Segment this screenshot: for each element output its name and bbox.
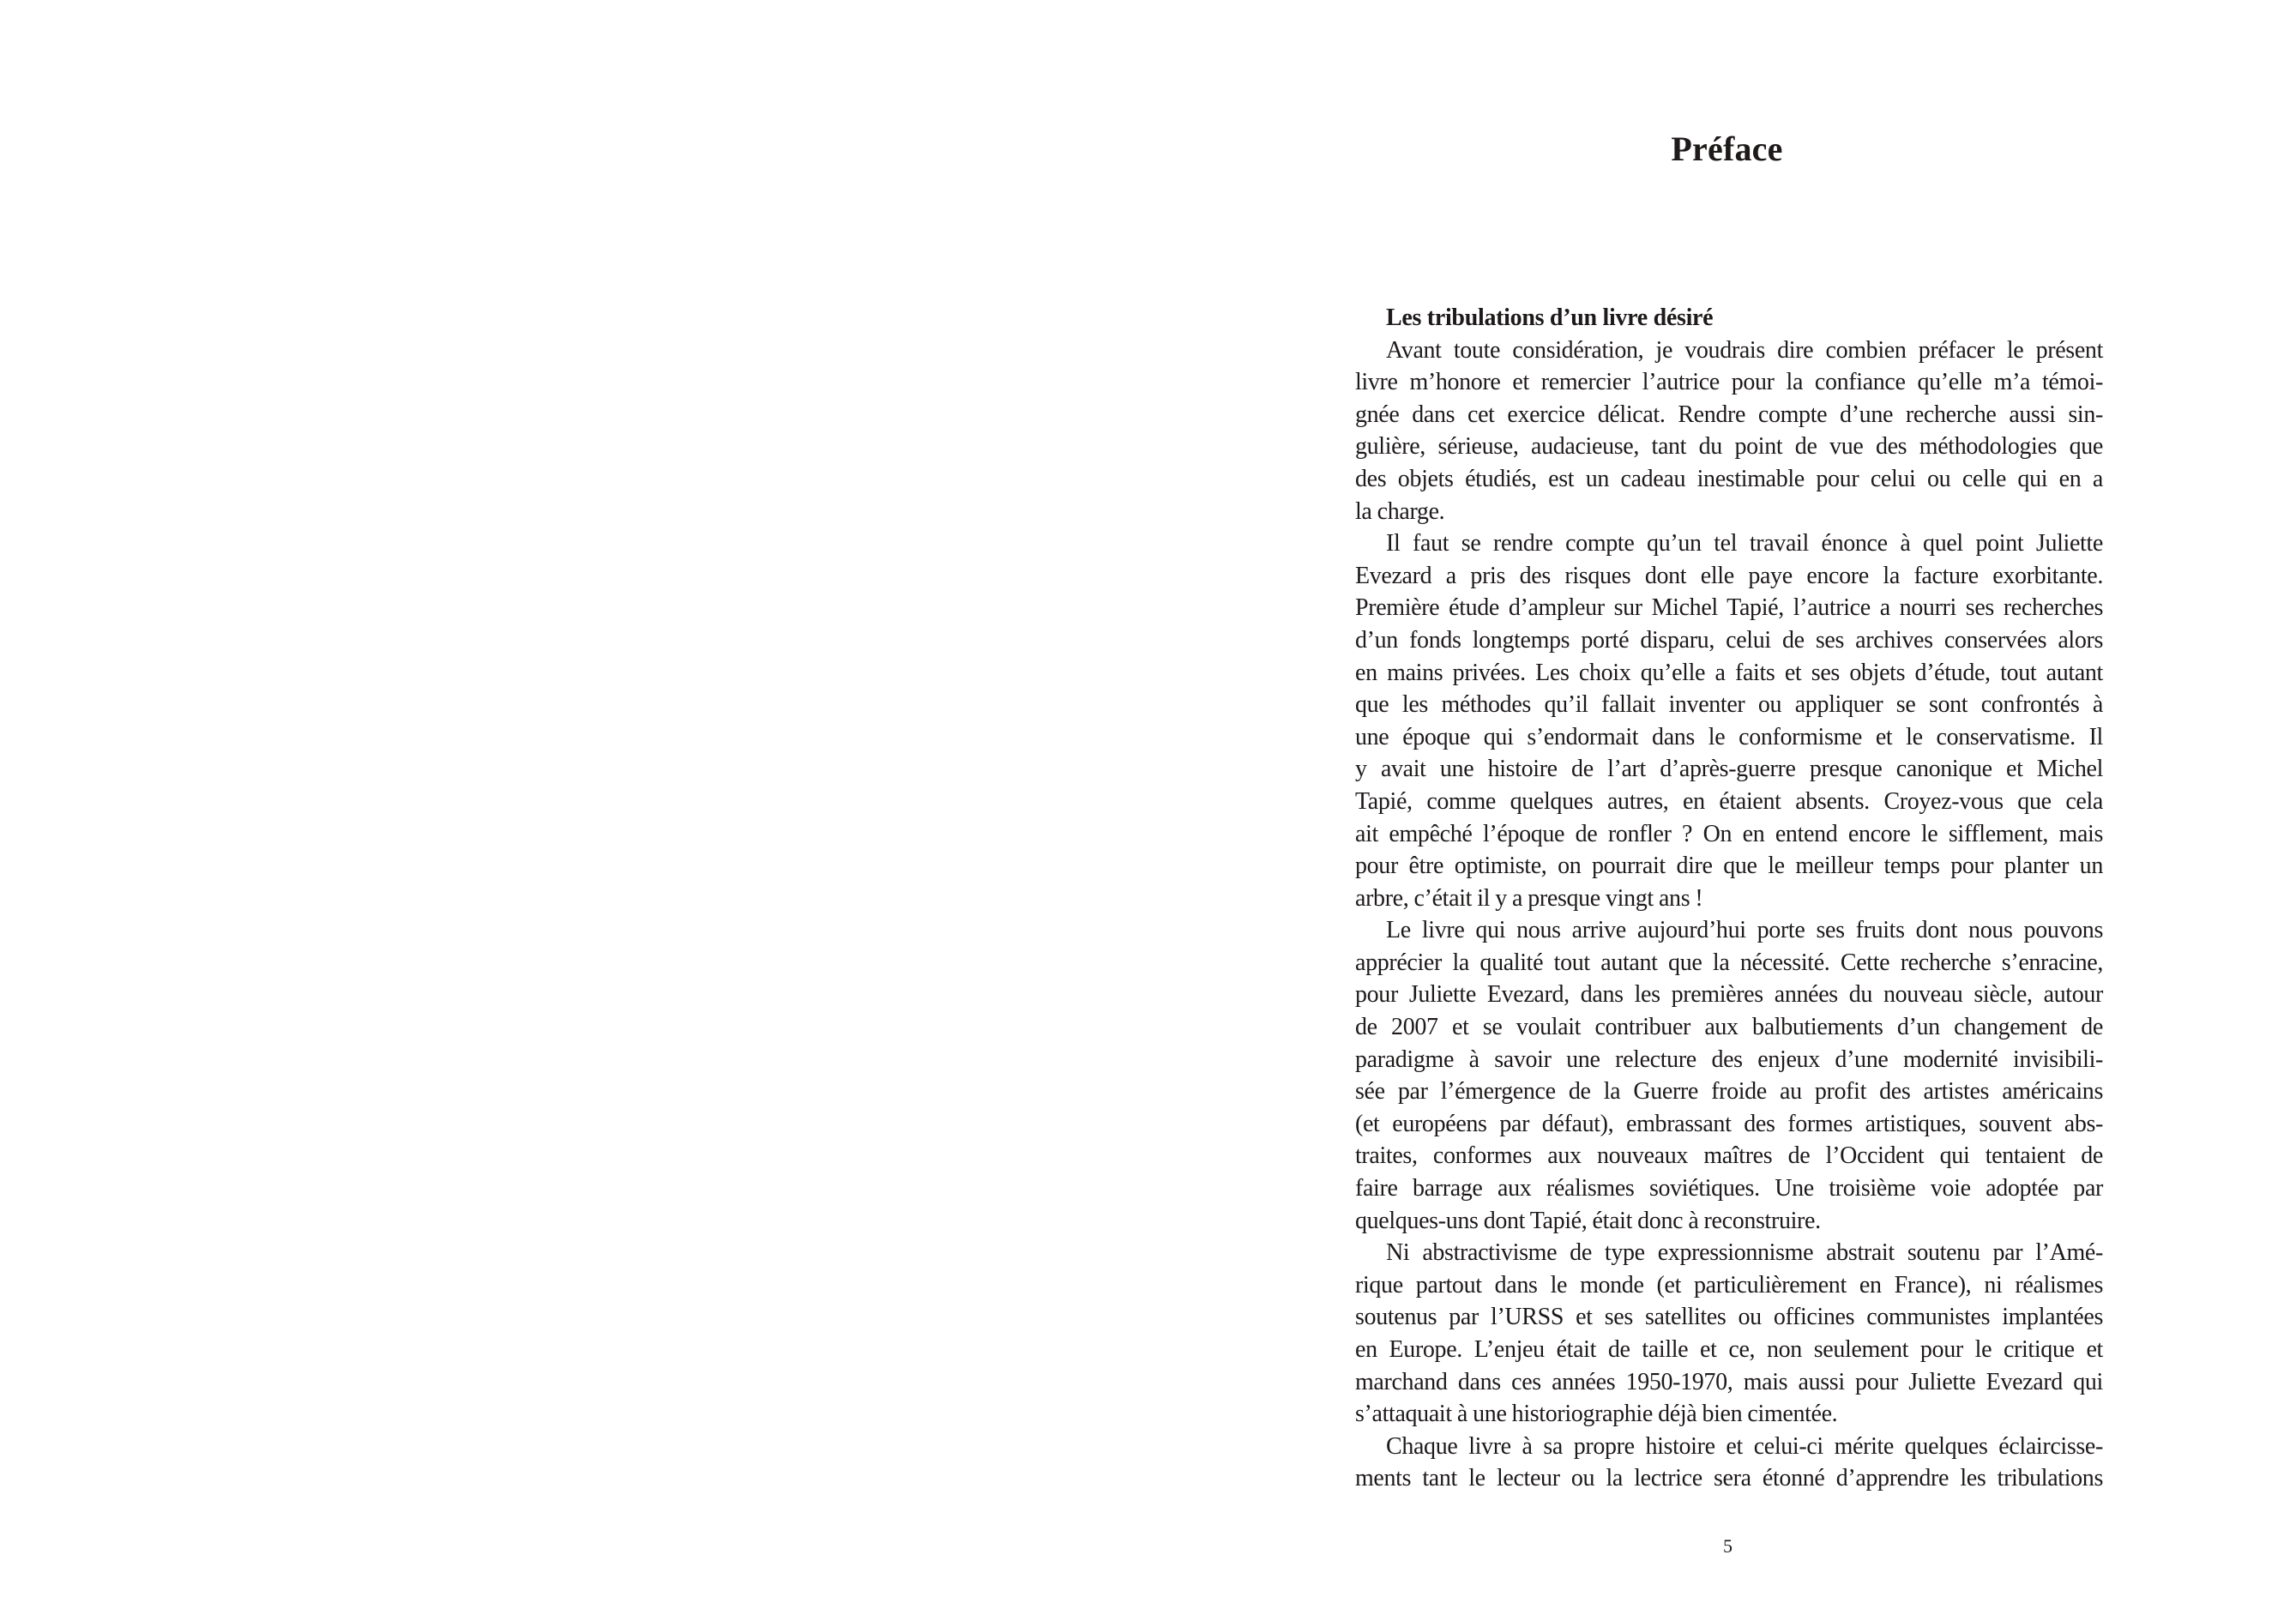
text-line: pour être optimiste, on pourrait dire que le meilleur temps pour planter un bbox=[1355, 853, 2103, 880]
text-line: Evezard a pris des risques dont elle paye encore la facture exorbitante. bbox=[1355, 562, 2103, 589]
paragraph-3 bbox=[1355, 914, 2103, 1237]
text-line: gnée dans cet exercice délicat. Rendre compte d’une recherche aussi sin- bbox=[1355, 401, 2103, 428]
text-line: pour Juliette Evezard, dans les premières années du nouveau siècle, autour bbox=[1355, 981, 2103, 1009]
text-line: marchand dans ces années 1950-1970, mais aussi pour Juliette Evezard qui bbox=[1355, 1368, 2103, 1395]
section-heading: Les tribulations d’un livre désiré bbox=[1386, 304, 1714, 331]
right-page bbox=[1148, 0, 2296, 1621]
text-line: une époque qui s’endormait dans le conformisme et le conservatisme. Il bbox=[1355, 723, 2103, 750]
text-line: de 2007 et se voulait contribuer aux balbutiements d’un changement de bbox=[1355, 1014, 2103, 1041]
text-line: Tapié, comme quelques autres, en étaient absents. Croyez-vous que cela bbox=[1355, 787, 2103, 815]
text-line: Première étude d’ampleur sur Michel Tapié, l’autrice a nourri ses recherches bbox=[1355, 594, 2103, 622]
text-line: arbre, c’était il y a presque vingt ans ! bbox=[1355, 884, 1703, 912]
text-line: en Europe. L’enjeu était de taille et ce, non seulement pour le critique et bbox=[1355, 1336, 2103, 1363]
text-line: s’attaquait à une historiographie déjà bien cimentée. bbox=[1355, 1401, 1838, 1428]
text-line: Le livre qui nous arrive aujourd’hui porte ses fruits dont nous pouvons bbox=[1386, 917, 2103, 944]
text-line: Chaque livre à sa propre histoire et celui-ci mérite quelques éclaircisse- bbox=[1386, 1432, 2103, 1460]
text-line: apprécier la qualité tout autant que la nécessité. Cette recherche s’enracine, bbox=[1355, 949, 2103, 976]
text-column bbox=[1355, 302, 2103, 1495]
text-line: y avait une histoire de l’art d’après-guerre presque canonique et Michel bbox=[1355, 756, 2103, 783]
text-line: sée par l’émergence de la Guerre froide au profit des artistes américains bbox=[1355, 1078, 2103, 1106]
page-number: 5 bbox=[1723, 1535, 1733, 1557]
text-line: rique partout dans le monde (et particulièrement en France), ni réalismes bbox=[1355, 1271, 2103, 1299]
paragraph-1 bbox=[1355, 334, 2103, 528]
paragraph-4 bbox=[1355, 1237, 2103, 1431]
text-line: d’un fonds longtemps porté disparu, celui de ses archives conservées alors bbox=[1355, 626, 2103, 654]
text-line: soutenus par l’URSS et ses satellites ou officines communistes implantées bbox=[1355, 1304, 2103, 1331]
text-line: ments tant le lecteur ou la lectrice sera étonné d’apprendre les tribulations bbox=[1355, 1465, 2103, 1492]
text-line: que les méthodes qu’il fallait inventer ou appliquer se sont confrontés à bbox=[1355, 691, 2103, 719]
text-line: livre m’honore et remercier l’autrice pour la confiance qu’elle m’a témoi- bbox=[1355, 369, 2103, 396]
text-line: la charge. bbox=[1355, 497, 1445, 525]
text-line: des objets étudiés, est un cadeau inestimable pour celui ou celle qui en a bbox=[1355, 465, 2103, 492]
text-line: gulière, sérieuse, audacieuse, tant du point de vue des méthodologies que bbox=[1355, 433, 2103, 461]
text-line: (et européens par défaut), embrassant des formes artistiques, souvent abs- bbox=[1355, 1110, 2103, 1137]
text-line: paradigme à savoir une relecture des enjeux d’une modernité invisibili- bbox=[1355, 1046, 2103, 1073]
text-line: traites, conformes aux nouveaux maîtres de l’Occident qui tentaient de bbox=[1355, 1142, 2103, 1170]
paragraph-5 bbox=[1355, 1431, 2103, 1495]
text-line: ait empêché l’époque de ronfler ? On en entend encore le sifflement, mais bbox=[1355, 820, 2103, 847]
text-line: en mains privées. Les choix qu’elle a faits et ses objets d’étude, tout autant bbox=[1355, 659, 2103, 686]
text-line: Ni abstractivisme de type expressionnisme abstrait soutenu par l’Amé- bbox=[1386, 1239, 2103, 1267]
text-line: quelques-uns dont Tapié, était donc à reconstruire. bbox=[1355, 1207, 1821, 1234]
text-line: Avant toute considération, je voudrais dire combien préfacer le présent bbox=[1386, 336, 2103, 364]
text-line: Il faut se rendre compte qu’un tel travail énonce à quel point Juliette bbox=[1386, 530, 2103, 557]
text-line: faire barrage aux réalismes soviétiques. Une troisième voie adoptée par bbox=[1355, 1175, 2103, 1202]
page-title: Préface bbox=[1671, 130, 1783, 168]
paragraph-2 bbox=[1355, 527, 2103, 914]
